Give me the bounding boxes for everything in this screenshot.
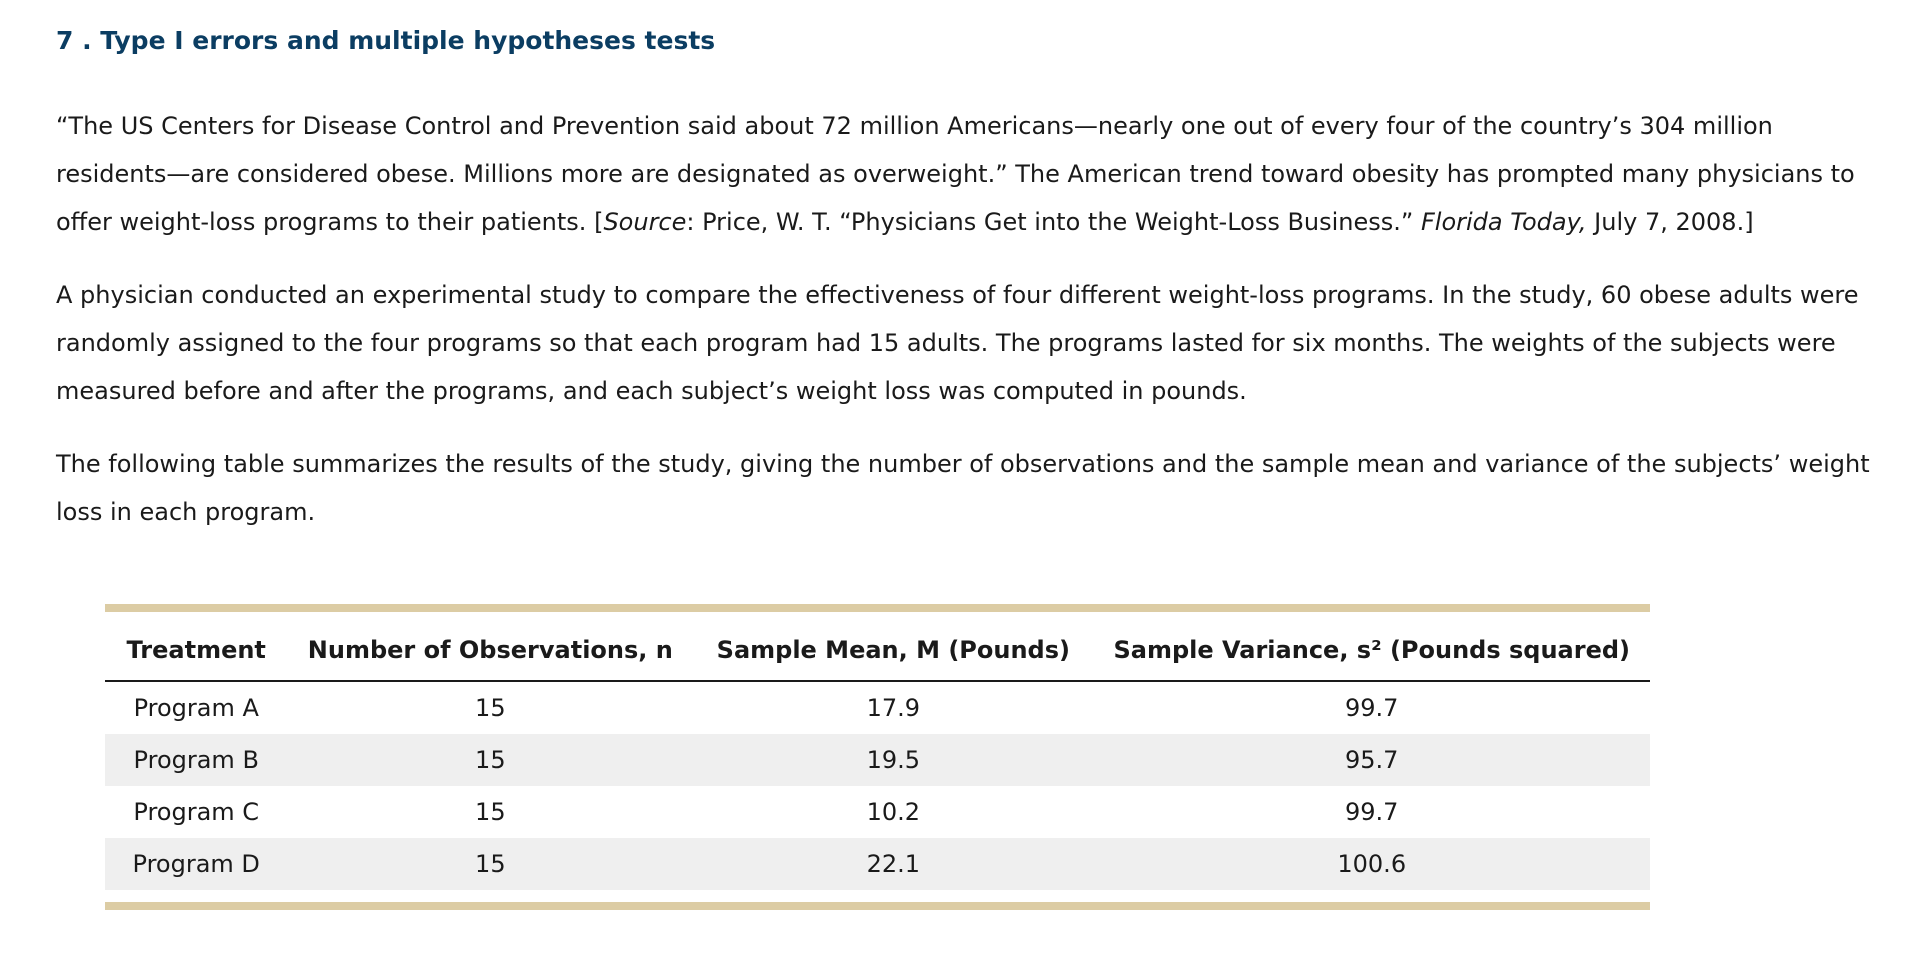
cell-variance: 99.7 [1345,798,1399,826]
cell-treatment: Program B [105,734,287,786]
section-title: 7 . Type I errors and multiple hypotheses tests [56,26,716,55]
table-header-row [105,612,1650,681]
cell-variance: 100.6 [1093,838,1650,890]
table-row [105,786,1650,838]
table-top-rule [105,604,1650,612]
cell-observations: 15 [287,838,693,890]
intro-text-a: “The US Centers for Disease Control and Prevention said about 72 million Americans—nearly one out of every four of the country’s 304 million residents—are considered obese. Millions more are designated as overweight.” The American trend toward obesity has prompted many physicians to offer weight-loss programs to their patients. [ [56,112,1855,236]
cell-observations: 15 [287,734,693,786]
cell-variance: 95.7 [1093,734,1650,786]
header-sample-mean: Sample Mean, M (Pounds) [693,612,1093,681]
header-sample-variance: Sample Variance, s² (Pounds squared) [1093,612,1650,681]
header-treatment: Treatment [105,612,287,681]
intro-text-c: July 7, 2008.] [1586,208,1754,236]
publication-name: Florida Today, [1420,208,1587,236]
cell-treatment: Program A [133,694,259,722]
table-row [105,734,1650,786]
table-bottom-rule [105,902,1650,910]
cell-observations: 15 [475,798,506,826]
intro-paragraph [56,102,1886,246]
table-bottom-gap [105,890,1650,902]
cell-treatment: Program D [105,838,287,890]
cell-observations: 15 [475,694,506,722]
intro-text-b: : Price, W. T. “Physicians Get into the Weight-Loss Business.” [686,208,1421,236]
cell-mean: 19.5 [693,734,1093,786]
results-table-container [105,604,1650,910]
results-table [105,612,1650,890]
cell-variance: 99.7 [1345,694,1399,722]
study-description-paragraph: A physician conducted an experimental study to compare the effectiveness of four different weight-loss programs. In the study, 60 obese adults were randomly assigned to the four programs so that each program had 15 adults. The programs lasted for six months. The weights of the subjects were measured before and after the programs, and each subject’s weight loss was computed in pounds. [56,281,1859,405]
cell-treatment: Program C [133,798,260,826]
table-row [105,681,1650,734]
cell-mean: 10.2 [866,798,921,826]
header-observations: Number of Observations, n [287,612,693,681]
table-intro-paragraph: The following table summarizes the results of the study, giving the number of observations and the sample mean and variance of the subjects’ weight loss in each program. [56,450,1870,526]
cell-mean: 22.1 [693,838,1093,890]
cell-mean: 17.9 [866,694,921,722]
table-row [105,838,1650,890]
source-label: Source [603,208,687,236]
